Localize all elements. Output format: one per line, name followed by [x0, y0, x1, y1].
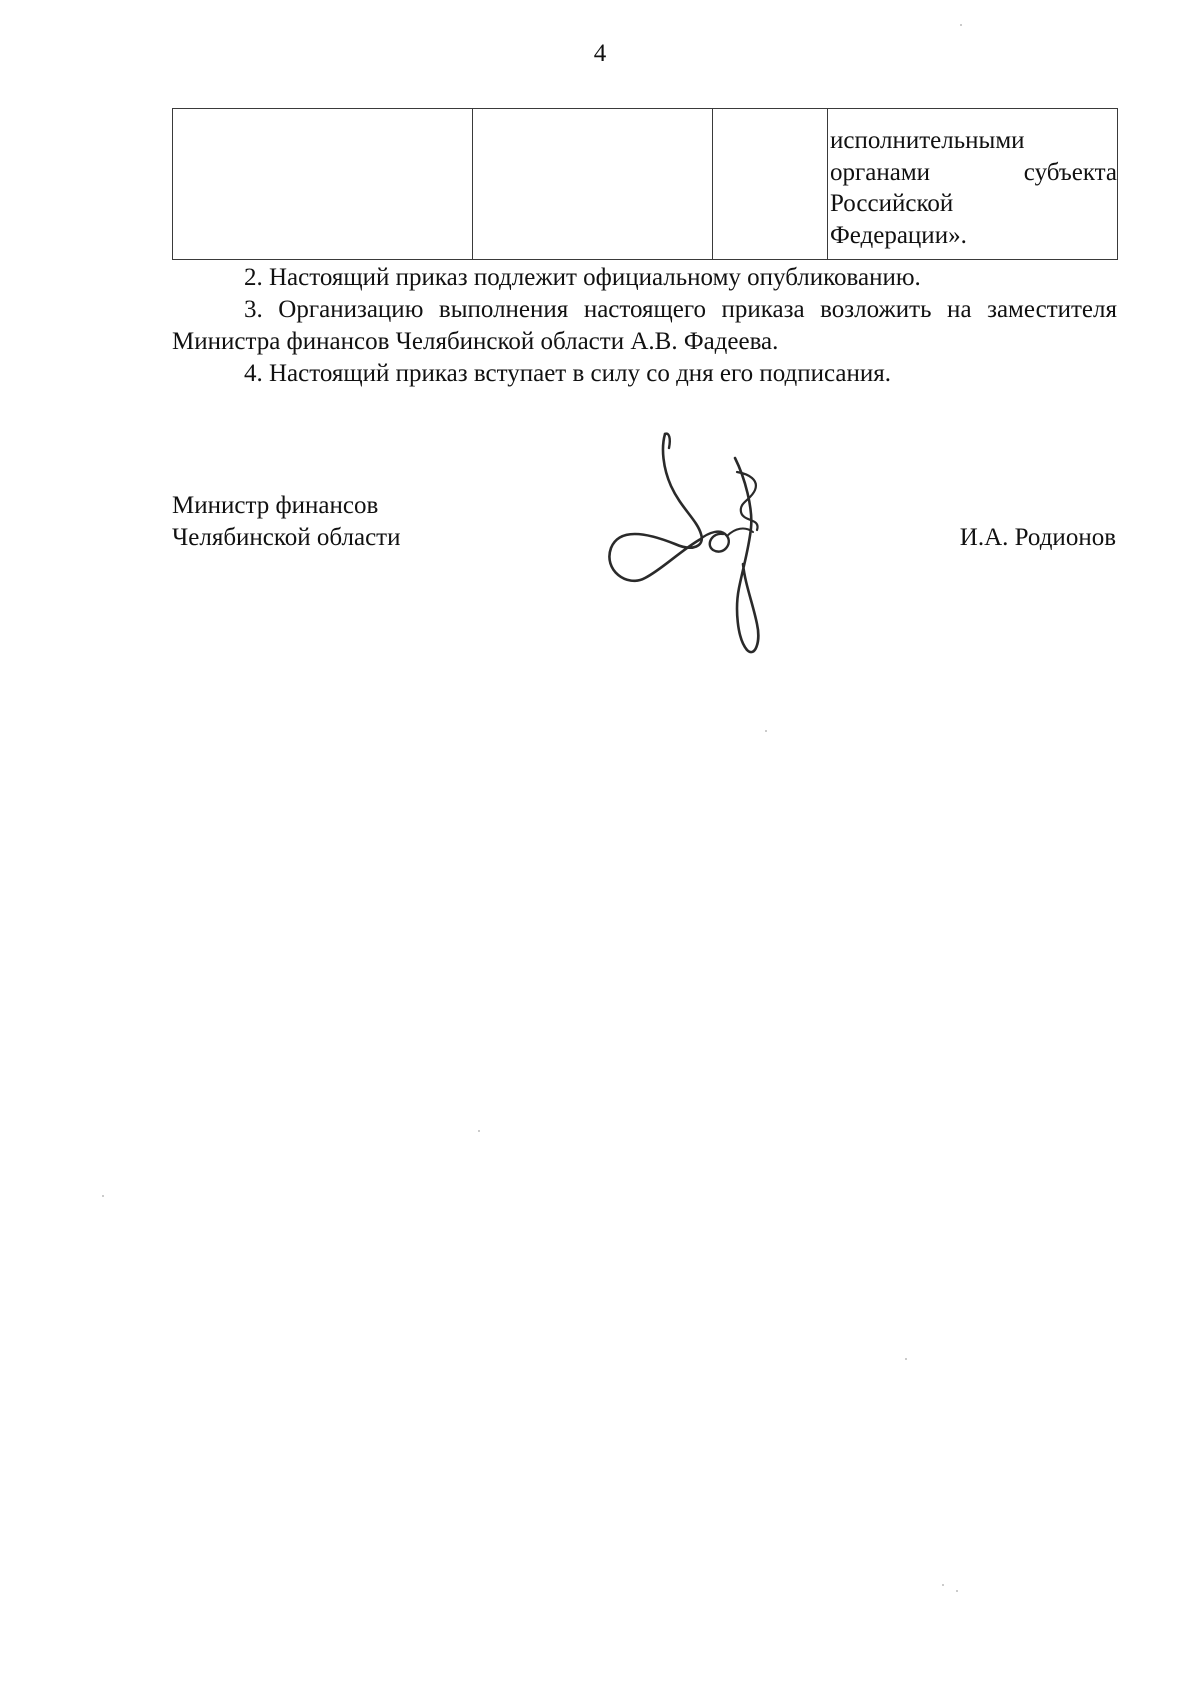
position-line-2: Челябинской области: [172, 524, 401, 551]
continuation-table: [172, 108, 1118, 260]
cell-line: исполнительными: [830, 127, 1025, 154]
scan-speck: [478, 1130, 480, 1132]
signatory-position: [172, 490, 400, 554]
table-cell-empty-1: [173, 109, 473, 260]
scan-speck: [942, 1584, 944, 1586]
order-paragraphs: [172, 262, 1117, 390]
table-cell-empty-3: [713, 109, 828, 260]
cell-line: Федерации».: [830, 221, 967, 249]
paragraph-4: 4. Настоящий приказ вступает в силу со дня его подписания.: [244, 360, 892, 387]
cell-word: органами: [830, 158, 931, 186]
table-cell-text: [828, 109, 1118, 260]
table-cell-empty-2: [473, 109, 713, 260]
signatory-name: И.А. Родионов: [959, 524, 1116, 551]
cell-word: субъекта: [1023, 158, 1117, 186]
cell-line: Российской: [830, 190, 954, 217]
handwritten-signature: [605, 428, 785, 660]
scan-speck: [960, 24, 962, 26]
scan-speck: [102, 1195, 104, 1197]
page-number: 4: [593, 40, 607, 67]
scan-speck: [765, 730, 767, 732]
scan-speck: [905, 1358, 907, 1360]
position-line-1: Министр финансов: [172, 492, 379, 519]
cell-line-justified: [830, 157, 1117, 189]
scan-speck: [956, 1590, 958, 1592]
table-row: [173, 109, 1118, 260]
paragraph-2: 2. Настоящий приказ подлежит официальному опубликованию.: [244, 264, 921, 291]
paragraph-3: 3. Организацию выполнения настоящего приказа возложить на заместителя Министра финансов Челябинской области А.В. Фадеева.: [172, 296, 1117, 355]
